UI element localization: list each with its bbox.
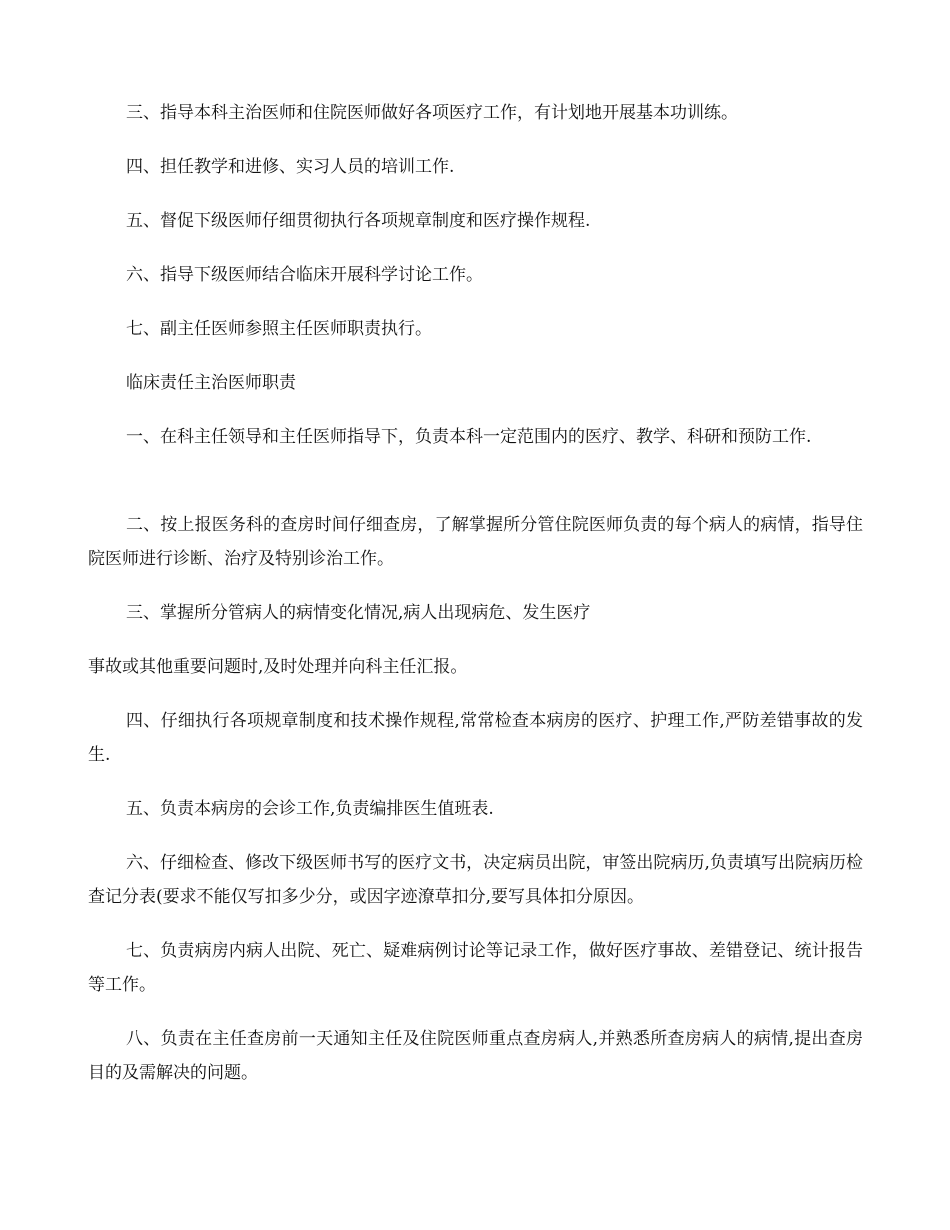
paragraph-duty-6: 六、指导下级医师结合临床开展科学讨论工作。 [126,265,483,285]
paragraph-duty-7: 七、副主任医师参照主任医师职责执行。 [126,319,432,339]
paragraph-attending-2: 二、按上报医务科的查房时间仔细查房，了解掌握所分管住院医师负责的每个病人的病情，指导住院医师进行诊断、治疗及特别诊治工作。 [88,515,863,569]
paragraph-duty-3: 三、指导本科主治医师和住院医师做好各项医疗工作，有计划地开展基本功训练。 [126,103,738,123]
paragraph-attending-3-cont: 事故或其他重要问题时,及时处理并向科主任汇报。 [88,657,468,677]
paragraph-attending-3: 三、掌握所分管病人的病情变化情况,病人出现病危、发生医疗 [126,603,591,623]
paragraph-attending-8: 八、负责在主任查房前一天通知主任及住院医师重点查房病人,并熟悉所查房病人的病情,提出查房目的及需解决的问题。 [88,1029,863,1083]
paragraph-attending-4: 四、仔细执行各项规章制度和技术操作规程,常常检查本病房的医疗、护理工作,严防差错事故的发生. [88,711,863,765]
section-heading: 临床责任主治医师职责 [126,373,296,393]
paragraph-attending-6: 六、仔细检查、修改下级医师书写的医疗文书，决定病员出院，审签出院病历,负责填写出院病历检查记分表(要求不能仅写扣多少分，或因字迹潦草扣分,要写具体扣分原因。 [88,853,863,907]
paragraph-attending-1: 一、在科主任领导和主任医师指导下，负责本科一定范围内的医疗、教学、科研和预防工作. [126,427,812,447]
paragraph-duty-4: 四、担任教学和进修、实习人员的培训工作. [126,157,455,177]
paragraph-attending-7: 七、负责病房内病人出院、死亡、疑难病例讨论等记录工作，做好医疗事故、差错登记、统计报告等工作。 [88,941,863,995]
paragraph-duty-5: 五、督促下级医师仔细贯彻执行各项规章制度和医疗操作规程. [126,211,591,231]
paragraph-attending-5: 五、负责本病房的会诊工作,负责编排医生值班表. [126,799,494,819]
